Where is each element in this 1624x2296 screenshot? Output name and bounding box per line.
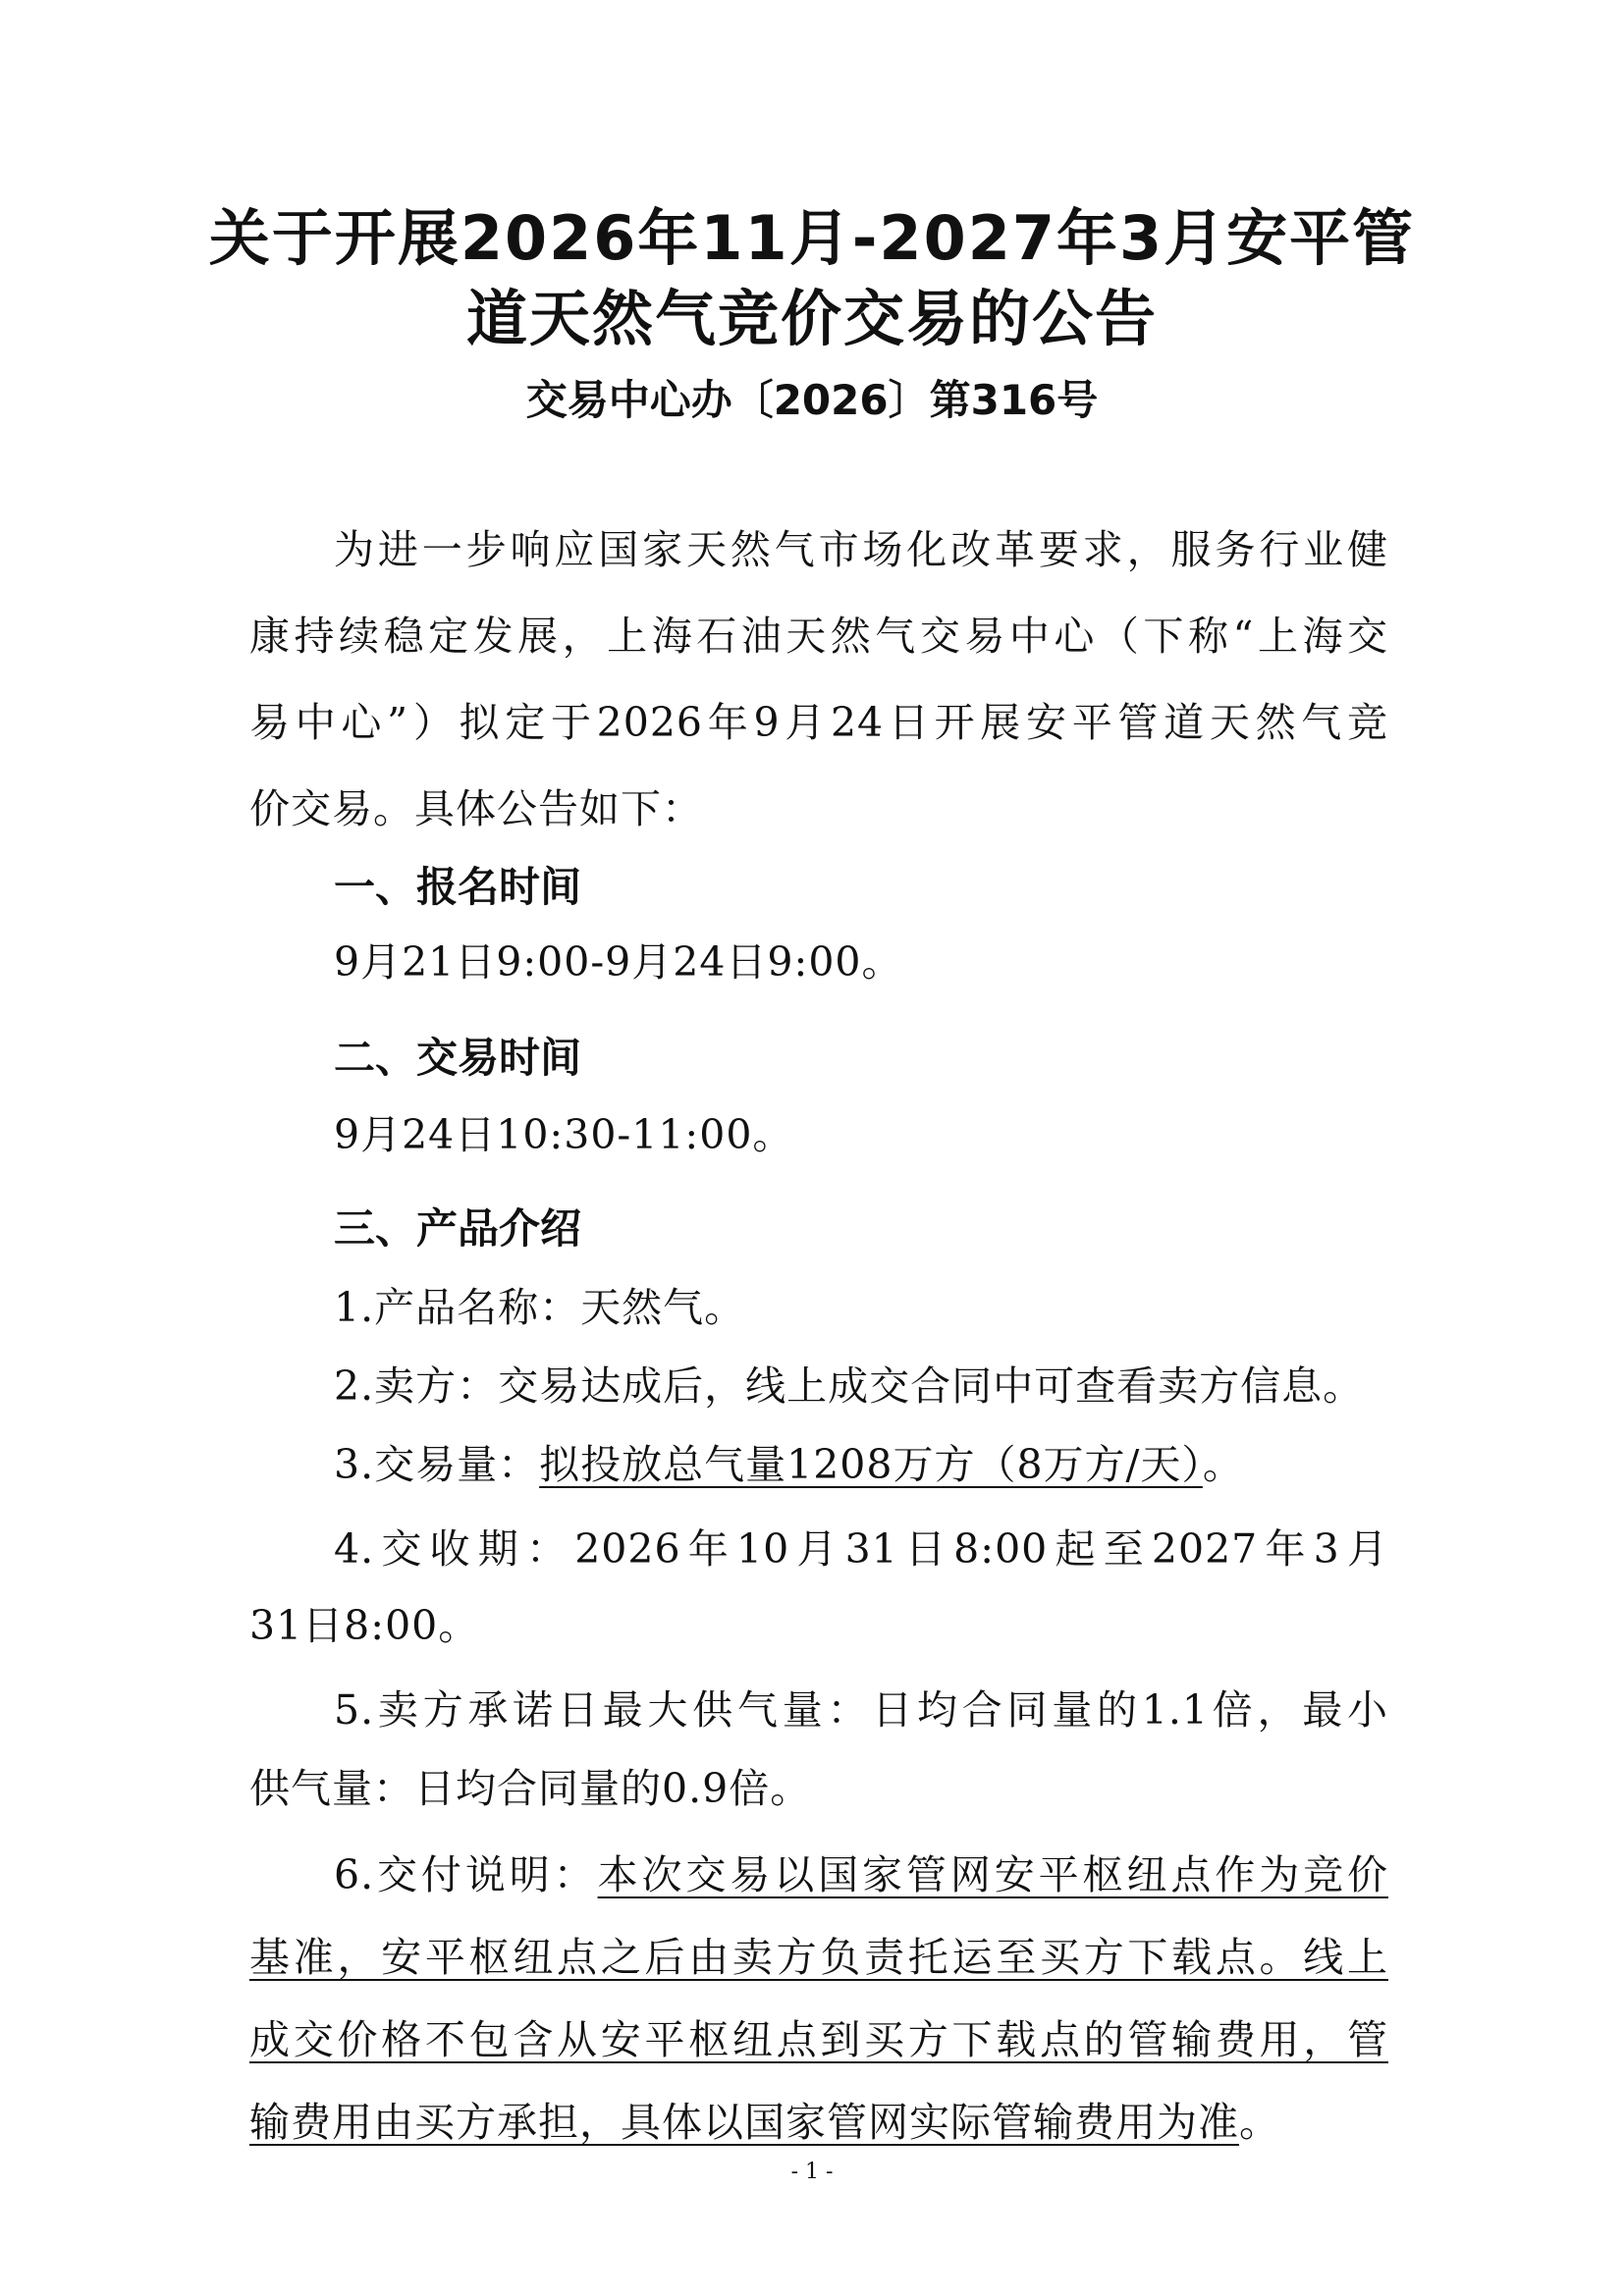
section-1-text: 9月21日9:00-9月24日9:00。 bbox=[334, 938, 903, 986]
delivery-period-line-1: 4.交收期：2026年10月31日8:00起至2027年3月 bbox=[334, 1525, 1388, 1573]
delivery-desc-text-4: 输费用由买方承担，具体以国家管网实际管输费用为准 bbox=[249, 2099, 1239, 2146]
delivery-desc-line-1 bbox=[334, 1845, 1388, 1904]
delivery-desc-line-4 bbox=[249, 2093, 1388, 2152]
delivery-desc-text-1: 本次交易以国家管网安平枢纽点作为竞价 bbox=[597, 1851, 1389, 1898]
delivery-desc-label: 6.交付说明： bbox=[334, 1851, 598, 1898]
document-number: 交易中心办〔2026〕第316号 bbox=[525, 376, 1099, 424]
section-1-heading: 一、报名时间 bbox=[334, 863, 582, 911]
intro-line-4: 价交易。具体公告如下： bbox=[249, 785, 703, 832]
intro-line-3: 易中心”）拟定于2026年9月24日开展安平管道天然气竞 bbox=[249, 699, 1388, 746]
title-line-1: 关于开展2026年11月-2027年3月安平管 bbox=[208, 202, 1416, 274]
delivery-desc-line-2: 基准，安平枢纽点之后由卖方负责托运至买方下载点。线上 bbox=[249, 1934, 1388, 1981]
page-number: - 1 - bbox=[790, 2160, 834, 2184]
delivery-desc-end-punct: 。 bbox=[1239, 2099, 1280, 2146]
title-line-2: 道天然气竞价交易的公告 bbox=[465, 283, 1158, 354]
volume-end-punct: 。 bbox=[1202, 1441, 1244, 1488]
section-2-heading: 二、交易时间 bbox=[334, 1034, 582, 1082]
product-name-item: 1.产品名称：天然气。 bbox=[334, 1284, 746, 1331]
seller-item: 2.卖方：交易达成后，线上成交合同中可查看卖方信息。 bbox=[334, 1362, 1365, 1410]
supply-item-line-2: 供气量：日均合同量的0.9倍。 bbox=[249, 1765, 812, 1812]
supply-item-line-1: 5.卖方承诺日最大供气量：日均合同量的1.1倍，最小 bbox=[334, 1686, 1388, 1734]
delivery-period-line-2: 31日8:00。 bbox=[249, 1602, 480, 1649]
delivery-desc-line-3: 成交价格不包含从安平枢纽点到买方下载点的管输费用，管 bbox=[249, 2016, 1388, 2063]
volume-label: 3.交易量： bbox=[334, 1441, 540, 1488]
volume-value: 拟投放总气量1208万方（8万方/天） bbox=[539, 1441, 1203, 1488]
section-3-heading: 三、产品介绍 bbox=[334, 1204, 582, 1253]
intro-line-1: 为进一步响应国家天然气市场化改革要求，服务行业健 bbox=[334, 526, 1388, 573]
section-2-text: 9月24日10:30-11:00。 bbox=[334, 1111, 794, 1158]
volume-item bbox=[334, 1435, 1388, 1494]
intro-line-2: 康持续稳定发展，上海石油天然气交易中心（下称“上海交 bbox=[249, 613, 1388, 660]
